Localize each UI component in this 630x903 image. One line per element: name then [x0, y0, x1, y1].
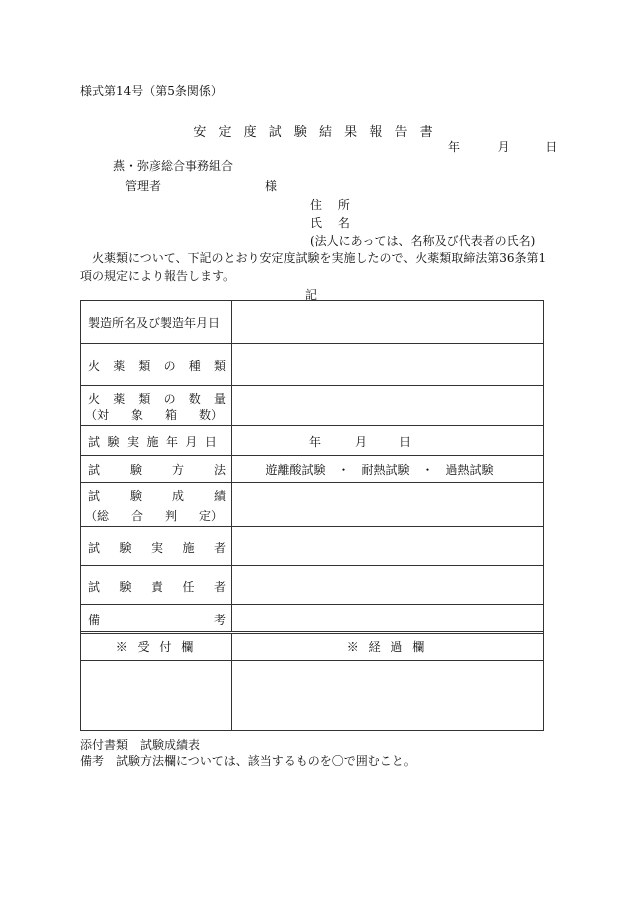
row-type	[81, 344, 543, 386]
supervisor-label-char: 任	[182, 580, 195, 594]
result-sublabel-char: 定）	[198, 509, 223, 523]
remarks-label-char: 考	[213, 613, 226, 627]
report-date-year: 年	[448, 140, 461, 154]
report-table	[80, 300, 544, 731]
type-label-char: 類	[138, 359, 151, 373]
row-supervisor	[81, 566, 543, 605]
quantity-sublabel-char: 数）	[198, 408, 223, 422]
implementer-label-char: 施	[182, 541, 195, 555]
body-text: 火薬類について、下記のとおり安定度試験を実施したので、火薬類取締法第36条第1項の規定により報告します。	[80, 251, 547, 283]
quantity-label-char: 火	[88, 392, 101, 406]
row-office-headers	[81, 634, 543, 661]
report-date-day: 日	[545, 140, 558, 154]
addressee-honorific: 様	[265, 179, 278, 193]
attachments-note: 添付書類 試験成績表	[80, 738, 201, 752]
result-label-char: 績	[213, 489, 226, 503]
test-date-label-char: 月	[185, 435, 198, 449]
quantity-label-char: の	[163, 392, 176, 406]
implementer-label-char: 験	[119, 541, 132, 555]
test-date-label-char: 験	[107, 435, 120, 449]
type-value[interactable]	[231, 344, 543, 385]
name-label: 氏 名	[310, 216, 356, 230]
result-sublabel-char: 合	[130, 509, 143, 523]
result-label	[88, 487, 226, 504]
type-label-char: 種	[188, 359, 201, 373]
test-date-day: 日	[399, 435, 412, 449]
remarks-value[interactable]	[231, 605, 543, 631]
implementer-label-char: 実	[150, 541, 163, 555]
test-date-label-char: 年	[165, 435, 178, 449]
test-date-label-char: 試	[88, 435, 101, 449]
document-title: 安 定 度 試 験 結 果 報 告 書	[193, 125, 437, 140]
type-label-char: 火	[88, 359, 101, 373]
test-date-label-char: 日	[204, 435, 217, 449]
result-value[interactable]	[231, 483, 543, 526]
supervisor-label-char: 責	[150, 580, 163, 594]
implementer-label-char: 者	[213, 541, 226, 555]
implementer-label-char: 試	[88, 541, 101, 555]
supervisor-label-char: 者	[213, 580, 226, 594]
row-quantity	[81, 386, 543, 426]
progress-cell[interactable]	[231, 661, 543, 730]
quantity-label-char: 薬	[113, 392, 126, 406]
result-label-char: 試	[88, 489, 101, 503]
supervisor-label	[88, 578, 226, 595]
reception-header: ※ 受 付 欄	[81, 634, 232, 660]
type-label-char: 薬	[113, 359, 126, 373]
supervisor-label-char: 験	[119, 580, 132, 594]
row-remarks	[81, 605, 543, 634]
quantity-label-char: 類	[138, 392, 151, 406]
implementer-value[interactable]	[231, 527, 543, 565]
remarks-label	[88, 611, 226, 628]
report-date	[448, 138, 557, 155]
method-options: 遊離酸試験 ・ 耐熱試験 ・ 過熱試験	[265, 463, 494, 477]
remarks-instruction: 備考 試験方法欄については、該当するものを〇で囲むこと。	[80, 754, 416, 768]
test-date-year: 年	[309, 435, 322, 449]
addressee-manager: 管理者	[125, 179, 162, 193]
quantity-sublabel-char: 箱	[164, 408, 177, 422]
quantity-sublabel	[85, 406, 223, 423]
result-sublabel-char: 判	[164, 509, 177, 523]
row-result	[81, 483, 543, 527]
addressee-organization: 燕・弥彦総合事務組合	[113, 159, 234, 173]
manufacturer-label: 製造所名及び製造年月日	[88, 316, 221, 330]
method-label-char: 験	[129, 463, 142, 477]
test-date-month: 月	[355, 435, 368, 449]
result-label-char: 成	[171, 489, 184, 503]
quantity-sublabel-char: 象	[130, 408, 143, 422]
type-label-char: 類	[213, 359, 226, 373]
quantity-label-char: 量	[213, 392, 226, 406]
ki-label: 記	[305, 288, 318, 302]
method-label-char: 方	[171, 463, 184, 477]
quantity-label-char: 数	[188, 392, 201, 406]
quantity-label	[88, 390, 226, 407]
remarks-label-char: 備	[88, 613, 101, 627]
form-number: 様式第14号（第5条関係）	[80, 84, 223, 98]
row-test-date	[81, 426, 543, 456]
supervisor-value[interactable]	[231, 566, 543, 604]
implementer-label	[88, 539, 226, 556]
row-office-body	[81, 661, 543, 730]
quantity-sublabel-char: （対	[85, 408, 110, 422]
type-label	[88, 357, 226, 374]
corporation-note: (法人にあっては、名称及び代表者の氏名)	[310, 234, 536, 248]
type-label-char: の	[163, 359, 176, 373]
row-manufacturer	[81, 301, 543, 344]
result-label-char: 験	[129, 489, 142, 503]
method-label	[88, 461, 226, 478]
test-date-label-char: 実	[126, 435, 139, 449]
progress-header: ※ 経 過 欄	[346, 640, 428, 654]
row-method	[81, 456, 543, 483]
test-date-value[interactable]	[231, 426, 543, 455]
supervisor-label-char: 試	[88, 580, 101, 594]
result-sublabel-char: （総	[85, 509, 110, 523]
test-date-label	[88, 433, 217, 450]
test-date-label-char: 施	[146, 435, 159, 449]
quantity-value[interactable]	[231, 386, 543, 425]
result-sublabel	[85, 507, 223, 524]
row-implementer	[81, 527, 543, 566]
manufacturer-value[interactable]	[231, 301, 543, 343]
address-label: 住 所	[310, 198, 356, 212]
method-label-char: 法	[213, 463, 226, 477]
report-date-month: 月	[497, 140, 510, 154]
method-label-char: 試	[88, 463, 101, 477]
reception-cell[interactable]	[81, 661, 232, 730]
method-value[interactable]	[231, 456, 543, 482]
